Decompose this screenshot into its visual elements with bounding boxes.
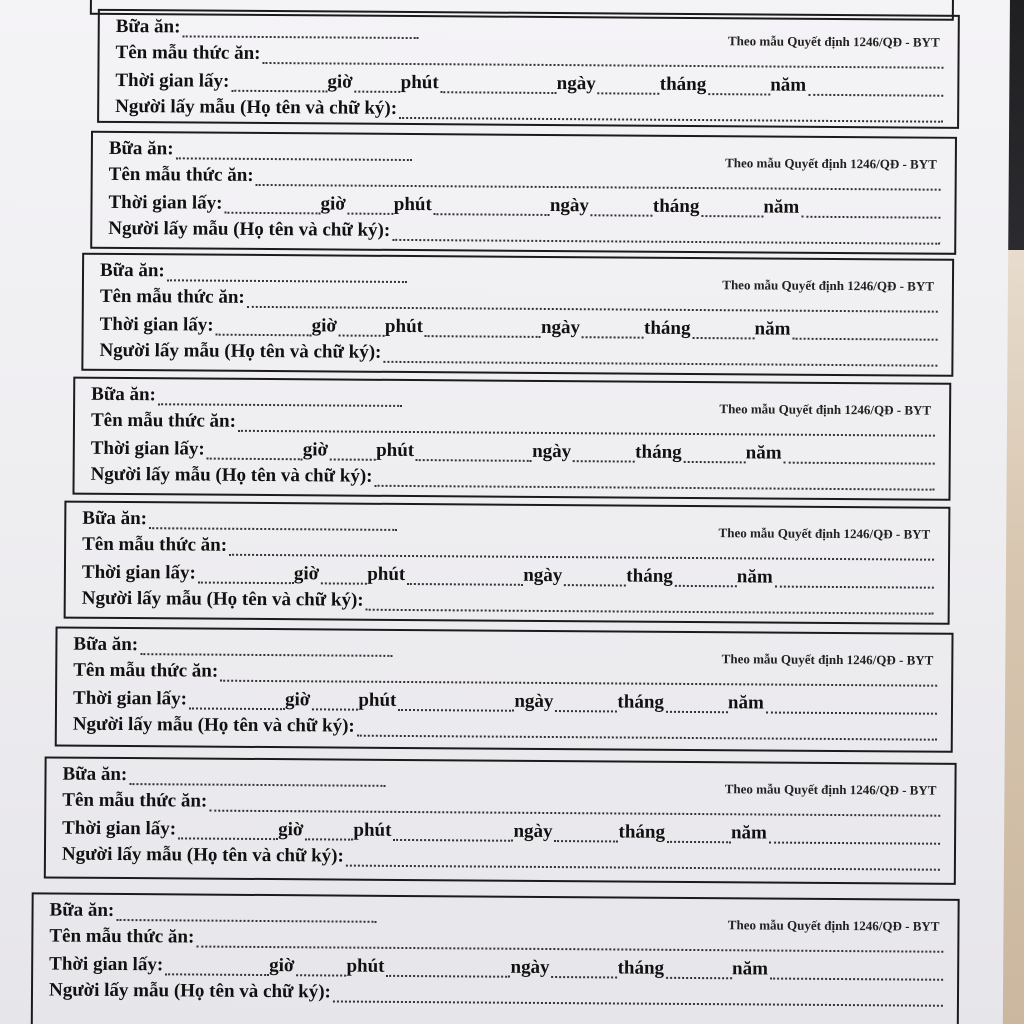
- month-field[interactable]: [552, 962, 618, 978]
- food-sample-label-text: Tên mẫu thức ăn:: [108, 163, 254, 186]
- reference-note: Theo mẫu Quyết định 1246/QĐ - BYT: [727, 33, 940, 50]
- meal-field[interactable]: [140, 639, 392, 657]
- time-label: Thời gian lấy:: [62, 817, 177, 840]
- minute-label: phút: [358, 689, 397, 711]
- day-label: ngày: [514, 690, 554, 713]
- sampler-row: [108, 219, 940, 245]
- sampler-row: [91, 465, 935, 491]
- sampler-field[interactable]: [392, 225, 940, 245]
- reference-note: Theo mẫu Quyết định 1246/QĐ - BYT: [718, 525, 931, 542]
- day-field[interactable]: [434, 199, 550, 216]
- month-label: tháng: [635, 441, 682, 463]
- day-label: ngày: [523, 564, 563, 587]
- sampler-field[interactable]: [374, 471, 934, 491]
- food-sample-label-text: Tên mẫu thức ăn:: [99, 285, 245, 308]
- sampler-field[interactable]: [399, 103, 943, 123]
- hour-label: giờ: [311, 315, 338, 337]
- day-label: ngày: [556, 73, 596, 95]
- sampler-row: [73, 715, 937, 741]
- food-sample-label-text: Tên mẫu thức ăn:: [82, 533, 228, 556]
- year-label: năm: [736, 566, 773, 588]
- meal-field[interactable]: [158, 389, 402, 407]
- time-row: [115, 71, 943, 97]
- day-label: ngày: [513, 820, 553, 843]
- year-field[interactable]: [675, 571, 737, 587]
- time-label: Thời gian lấy:: [90, 437, 205, 460]
- time-label: Thời gian lấy:: [108, 191, 223, 214]
- year-label: năm: [745, 442, 782, 464]
- minute-field[interactable]: [321, 568, 367, 584]
- sampler-field[interactable]: [333, 986, 943, 1006]
- meal-field[interactable]: [167, 265, 407, 283]
- meal-field[interactable]: [176, 143, 412, 161]
- year-value-field[interactable]: [784, 448, 935, 465]
- time-label: Thời gian lấy:: [115, 69, 230, 92]
- meal-label: Bữa ăn:: [108, 137, 174, 160]
- reference-note: Theo mẫu Quyết định 1246/QĐ - BYT: [722, 277, 935, 294]
- food-sample-label: [97, 9, 960, 129]
- reference-note: Theo mẫu Quyết định 1246/QĐ - BYT: [721, 651, 934, 668]
- minute-field[interactable]: [330, 444, 376, 460]
- sampler-field[interactable]: [357, 721, 937, 741]
- day-field[interactable]: [398, 695, 514, 712]
- year-label: năm: [730, 822, 768, 844]
- sampler-row: [62, 845, 940, 871]
- day-field[interactable]: [416, 445, 532, 462]
- time-row: [82, 563, 934, 589]
- food-sample-field[interactable]: [196, 932, 943, 953]
- month-label: tháng: [617, 691, 665, 713]
- month-field[interactable]: [598, 78, 660, 94]
- minute-label: phút: [393, 193, 432, 216]
- time-row: [100, 315, 938, 341]
- time-row: [108, 193, 940, 219]
- sampler-field[interactable]: [383, 347, 937, 367]
- meal-label: Bữa ăn:: [62, 763, 128, 786]
- food-sample-field[interactable]: [262, 48, 943, 69]
- food-sample-label: [72, 377, 951, 501]
- day-field[interactable]: [425, 321, 541, 338]
- time-label: Thời gian lấy:: [81, 561, 197, 584]
- meal-field[interactable]: [182, 21, 418, 39]
- minute-label: phút: [400, 71, 439, 94]
- hour-label: giờ: [293, 563, 320, 585]
- minute-field[interactable]: [355, 77, 401, 93]
- sampler-row: [115, 97, 943, 123]
- food-sample-field[interactable]: [209, 796, 940, 817]
- day-label: ngày: [540, 316, 581, 339]
- year-label: năm: [732, 958, 769, 980]
- month-label: tháng: [626, 565, 673, 587]
- minute-label: phút: [384, 315, 424, 338]
- hour-label: giờ: [302, 439, 329, 461]
- minute-field[interactable]: [312, 694, 358, 710]
- sampler-label: Người lấy mẫu (Họ tên và chữ ký):: [48, 979, 331, 1003]
- time-label: Thời gian lấy:: [49, 953, 164, 976]
- month-label: tháng: [617, 957, 665, 979]
- hour-field[interactable]: [189, 693, 285, 710]
- month-field[interactable]: [564, 570, 626, 586]
- time-row: [62, 819, 940, 845]
- year-label: năm: [754, 318, 791, 340]
- food-sample-label: [90, 131, 957, 255]
- food-sample-label: [44, 756, 957, 884]
- sampler-label: Người lấy mẫu (Họ tên và chữ ký):: [81, 587, 364, 611]
- meal-field[interactable]: [116, 905, 376, 923]
- sampler-label: Người lấy mẫu (Họ tên và chữ ký):: [61, 843, 344, 867]
- food-sample-label-text: Tên mẫu thức ăn:: [115, 41, 261, 64]
- hour-label: giờ: [278, 819, 304, 841]
- time-label: Thời gian lấy:: [72, 687, 188, 710]
- month-field[interactable]: [555, 696, 617, 712]
- year-field[interactable]: [684, 447, 746, 463]
- year-field[interactable]: [708, 79, 770, 95]
- sampler-row: [82, 589, 934, 615]
- sampler-row: [99, 341, 937, 367]
- food-sample-label-text: Tên mẫu thức ăn:: [73, 659, 219, 682]
- food-sample-label: [81, 253, 954, 377]
- meal-label: Bữa ăn:: [99, 259, 165, 282]
- month-label: tháng: [659, 73, 707, 96]
- day-field[interactable]: [407, 569, 523, 586]
- sampler-field[interactable]: [346, 851, 940, 871]
- month-label: tháng: [652, 195, 700, 218]
- sampler-label: Người lấy mẫu (Họ tên và chữ ký):: [72, 713, 355, 737]
- year-field[interactable]: [666, 963, 732, 979]
- meal-label: Bữa ăn:: [49, 899, 115, 921]
- year-field[interactable]: [667, 827, 731, 843]
- hour-label: giờ: [269, 955, 295, 977]
- minute-field[interactable]: [296, 960, 346, 976]
- food-sample-label-text: Tên mẫu thức ăn:: [62, 789, 208, 812]
- hour-field[interactable]: [165, 959, 269, 976]
- sampler-label: Người lấy mẫu (Họ tên và chữ ký):: [99, 339, 382, 363]
- sampler-label: Người lấy mẫu (Họ tên và chữ ký):: [90, 463, 373, 487]
- day-label: ngày: [549, 194, 590, 217]
- month-field[interactable]: [554, 826, 618, 842]
- food-sample-field[interactable]: [247, 292, 938, 313]
- food-sample-field[interactable]: [238, 416, 935, 437]
- year-label: năm: [763, 196, 800, 218]
- minute-label: phút: [346, 955, 385, 977]
- hour-field[interactable]: [231, 76, 327, 93]
- year-field[interactable]: [692, 323, 754, 339]
- minute-field[interactable]: [339, 321, 385, 337]
- hour-label: giờ: [284, 689, 311, 711]
- day-field[interactable]: [441, 77, 557, 94]
- food-sample-field[interactable]: [256, 170, 941, 191]
- food-sample-label-text: Tên mẫu thức ăn:: [90, 409, 237, 432]
- year-value-field[interactable]: [766, 698, 937, 715]
- year-value-field[interactable]: [792, 324, 937, 341]
- time-row: [73, 689, 937, 715]
- time-label: Thời gian lấy:: [99, 313, 214, 336]
- hour-field[interactable]: [178, 823, 278, 840]
- sampler-row: [49, 981, 943, 1007]
- minute-field[interactable]: [305, 824, 353, 840]
- reference-note: Theo mẫu Quyết định 1246/QĐ - BYT: [727, 917, 940, 934]
- time-row: [91, 439, 935, 465]
- food-sample-label: [55, 627, 954, 753]
- month-field[interactable]: [573, 446, 635, 462]
- hour-field[interactable]: [207, 444, 303, 461]
- reference-note: Theo mẫu Quyết định 1246/QĐ - BYT: [725, 155, 937, 172]
- sampler-label: Người lấy mẫu (Họ tên và chữ ký):: [115, 95, 398, 119]
- meal-label: Bữa ăn:: [82, 507, 148, 530]
- meal-label: Bữa ăn:: [73, 633, 139, 656]
- year-value-field[interactable]: [775, 572, 934, 589]
- reference-note: Theo mẫu Quyết định 1246/QĐ - BYT: [719, 401, 932, 418]
- day-label: ngày: [532, 440, 572, 463]
- year-value-field[interactable]: [808, 80, 943, 97]
- meal-field[interactable]: [129, 769, 385, 787]
- food-sample-label: [64, 501, 951, 625]
- hour-label: giờ: [327, 71, 353, 93]
- sampler-field[interactable]: [366, 595, 934, 615]
- year-value-field[interactable]: [769, 828, 940, 845]
- year-value-field[interactable]: [801, 202, 940, 219]
- meal-field[interactable]: [149, 513, 397, 531]
- minute-field[interactable]: [348, 199, 394, 215]
- meal-label: Bữa ăn:: [115, 15, 181, 38]
- year-field[interactable]: [701, 201, 763, 217]
- hour-label: giờ: [320, 193, 346, 215]
- day-field[interactable]: [386, 961, 510, 978]
- hour-field[interactable]: [224, 198, 320, 215]
- food-sample-label: [31, 892, 960, 1024]
- hour-field[interactable]: [216, 320, 312, 337]
- year-label: năm: [770, 74, 807, 96]
- month-label: tháng: [644, 317, 691, 339]
- reference-note: Theo mẫu Quyết định 1246/QĐ - BYT: [724, 781, 937, 798]
- food-sample-field[interactable]: [220, 666, 937, 687]
- hour-field[interactable]: [198, 568, 294, 585]
- minute-label: phút: [376, 439, 415, 462]
- sampler-label: Người lấy mẫu (Họ tên và chữ ký):: [108, 217, 391, 241]
- food-sample-label-text: Tên mẫu thức ăn:: [49, 925, 195, 948]
- year-field[interactable]: [666, 697, 728, 713]
- year-label: năm: [727, 692, 764, 714]
- month-field[interactable]: [591, 200, 653, 216]
- meal-label: Bữa ăn:: [91, 383, 156, 406]
- year-value-field[interactable]: [770, 964, 943, 981]
- day-field[interactable]: [393, 825, 513, 842]
- day-label: ngày: [510, 956, 550, 979]
- minute-label: phút: [367, 563, 406, 585]
- time-row: [49, 955, 943, 981]
- month-field[interactable]: [582, 322, 644, 338]
- month-label: tháng: [618, 821, 666, 843]
- food-sample-field[interactable]: [229, 540, 934, 561]
- minute-label: phút: [353, 819, 392, 841]
